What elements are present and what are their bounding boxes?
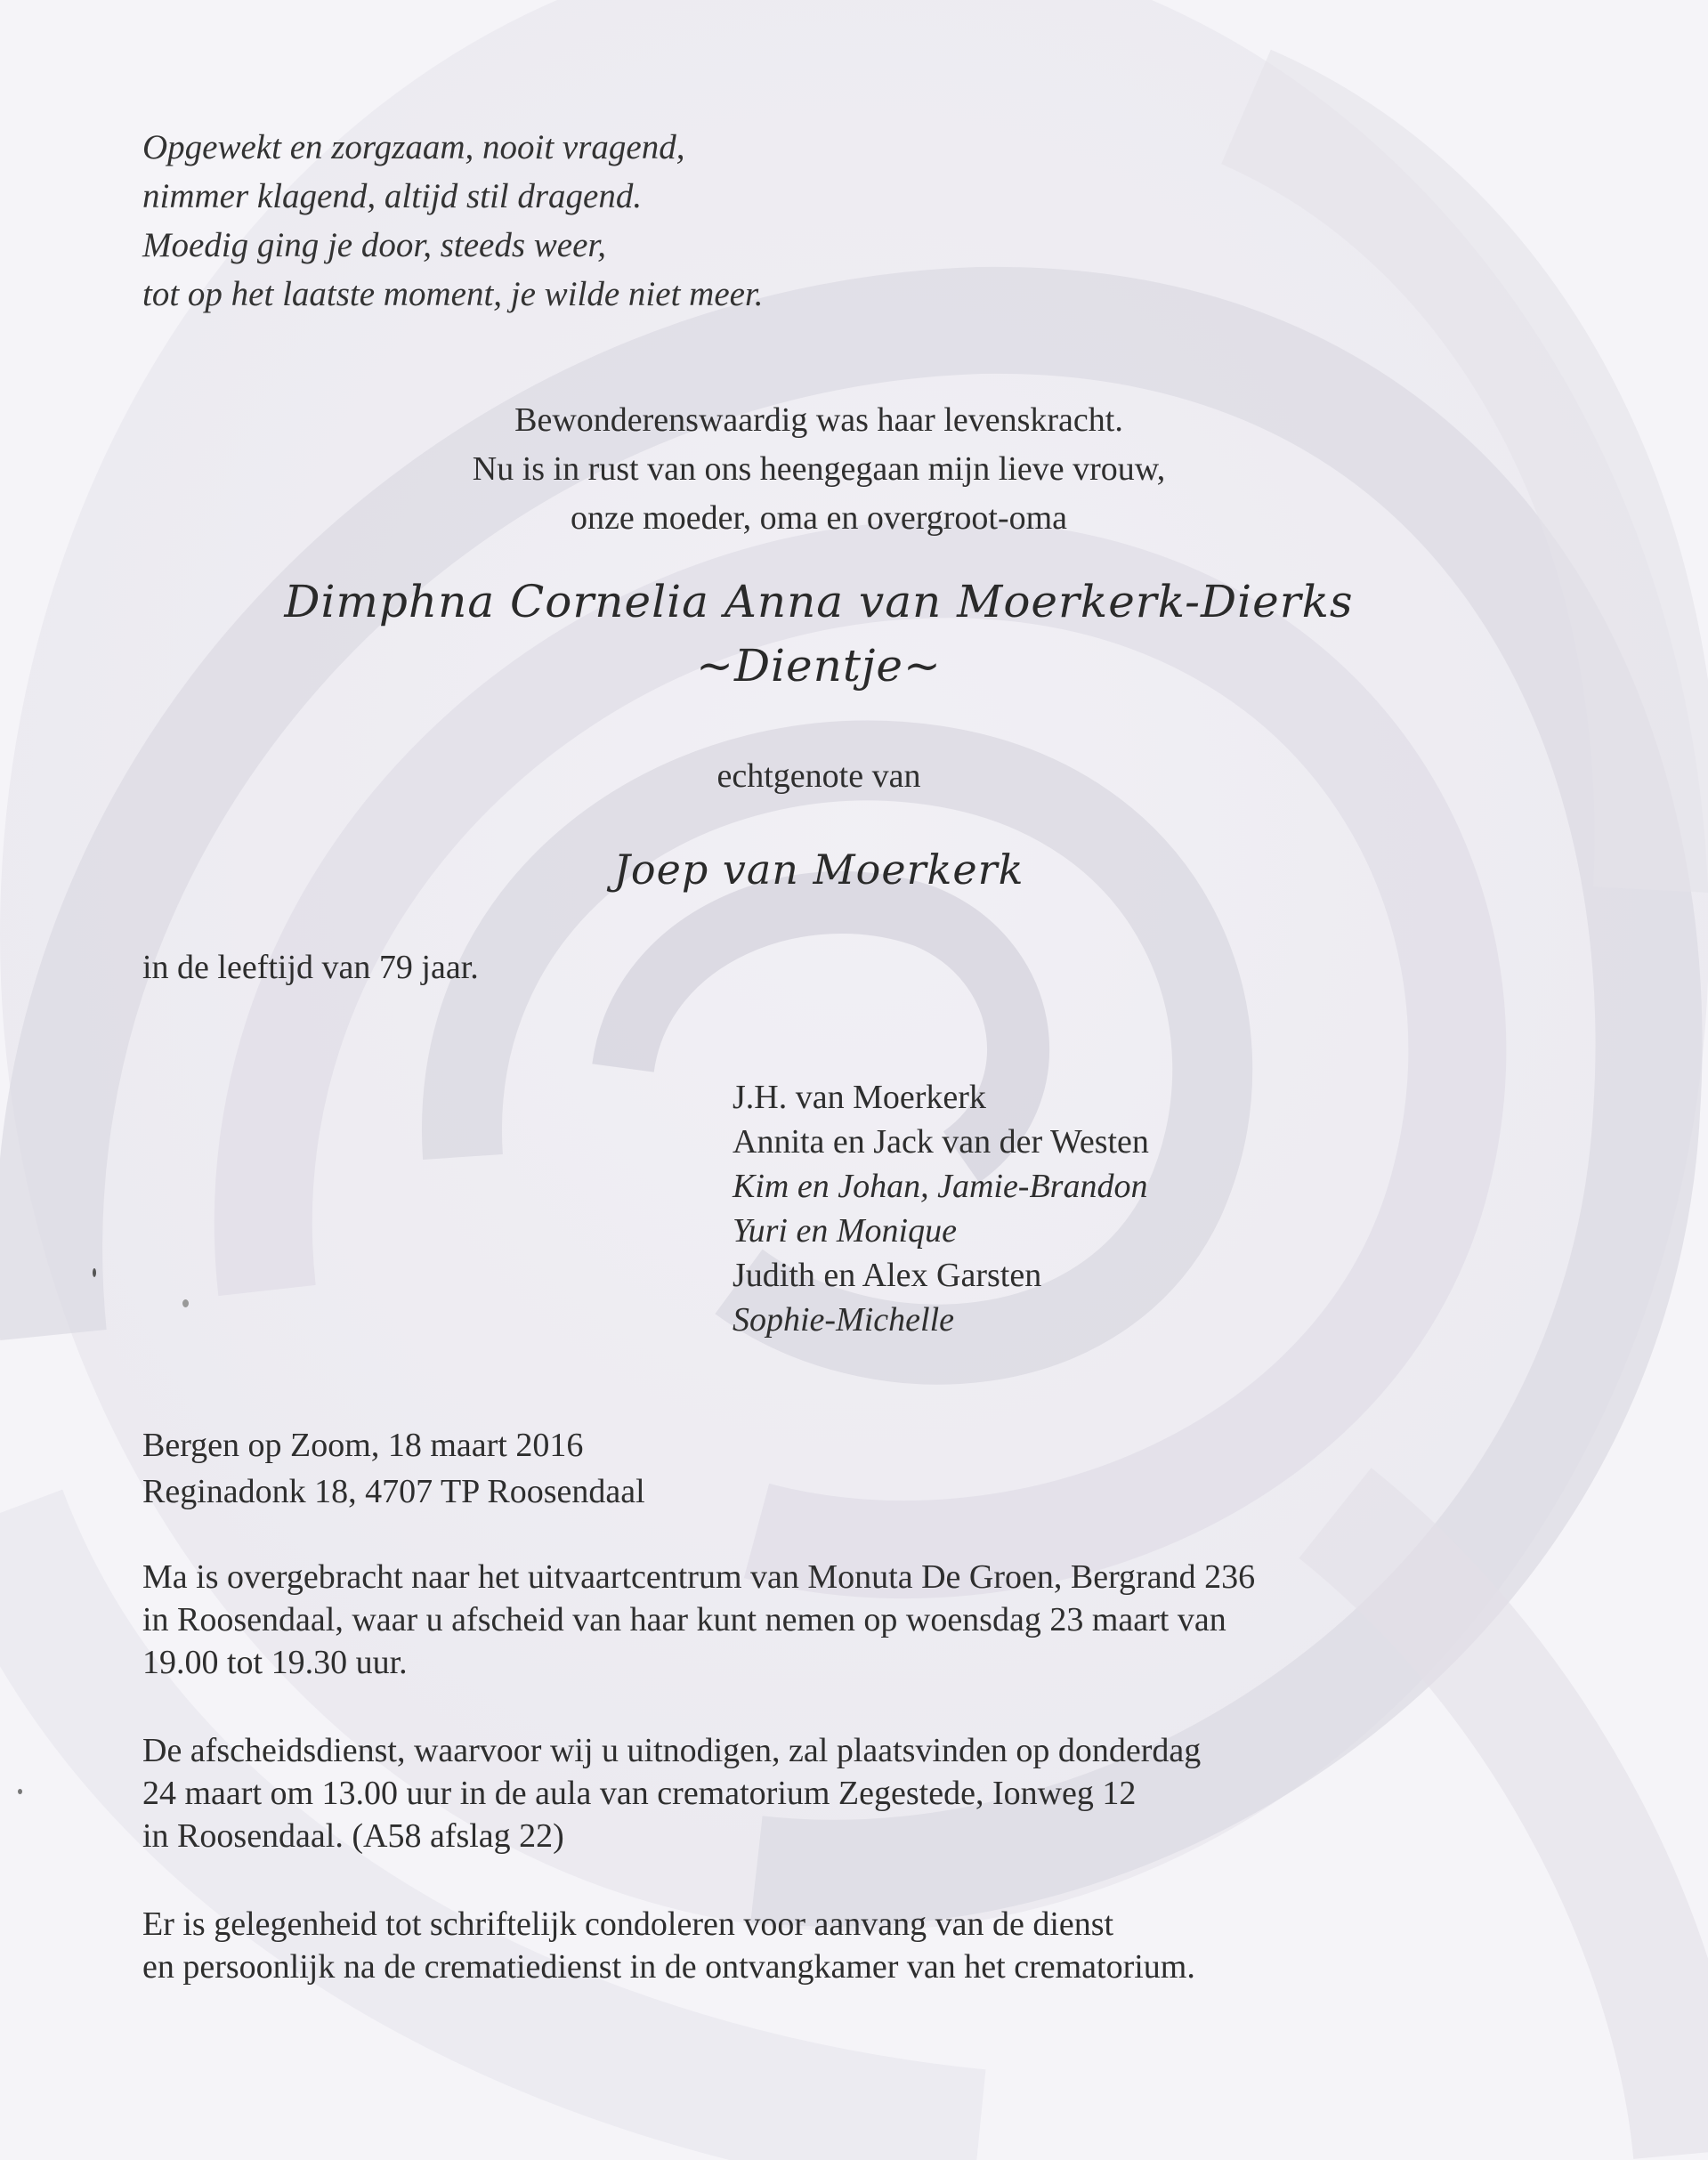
paper-speck [93,1268,96,1277]
deceased-name-block [0,570,1638,698]
paragraph-line: en persoonlijk na de crematiedienst in de ontvangkamer van het crematorium. [142,1948,1195,1986]
place-date-address [142,1422,645,1515]
family-member: Yuri en Monique [733,1212,957,1250]
family-list [733,1075,1149,1342]
address-line: Reginadonk 18, 4707 TP Roosendaal [142,1473,645,1510]
family-member: Sophie-Michelle [733,1301,955,1339]
place-date-line: Bergen op Zoom, 18 maart 2016 [142,1427,584,1464]
paragraph-line: 24 maart om 13.00 uur in de aula van crematorium Zegestede, Ionweg 12 [142,1775,1137,1812]
family-member: Kim en Johan, Jamie-Brandon [733,1168,1148,1205]
age-statement: in de leeftijd van 79 jaar. [142,949,479,986]
poem-line: tot op het laatste moment, je wilde niet meer. [142,275,764,313]
viewing-paragraph [142,1556,1442,1684]
paragraph-line: 19.00 tot 19.30 uur. [142,1644,408,1681]
service-paragraph [142,1729,1442,1857]
intro-line: Nu is in rust van ons heengegaan mijn lieve vrouw, [472,450,1166,488]
intro-line: Bewonderenswaardig was haar levenskracht. [514,401,1123,439]
poem-line: nimmer klagend, altijd stil dragend. [142,177,643,215]
deceased-nickname: ~Dientje~ [696,640,942,692]
paragraph-line: in Roosendaal. (A58 afslag 22) [142,1817,564,1855]
paper-speck [182,1299,189,1307]
family-member: Annita en Jack van der Westen [733,1123,1149,1161]
condolence-paragraph [142,1903,1442,1988]
paper-speck [18,1789,22,1794]
poem-line: Moedig ging je door, steeds weer, [142,226,607,264]
intro-line: onze moeder, oma en overgroot-oma [570,499,1068,537]
paragraph-line: De afscheidsdienst, waarvoor wij u uitnodigen, zal plaatsvinden op donderdag [142,1732,1202,1769]
spouse-name: Joep van Moerkerk [613,845,1024,894]
poem-line: Opgewekt en zorgzaam, nooit vragend, [142,128,685,166]
paragraph-line: Ma is overgebracht naar het uitvaartcentrum van Monuta De Groen, Bergrand 236 [142,1558,1256,1596]
opening-poem [142,123,764,319]
spouse-label: echtgenote van [716,757,921,795]
family-member: Judith en Alex Garsten [733,1257,1042,1294]
paragraph-line: in Roosendaal, waar u afscheid van haar kunt nemen op woensdag 23 maart van [142,1601,1226,1638]
paragraph-line: Er is gelegenheid tot schriftelijk condoleren voor aanvang van de dienst [142,1905,1114,1943]
announcement-intro [0,396,1638,543]
deceased-full-name: Dimphna Cornelia Anna van Moerkerk-Dierks [284,576,1354,627]
family-member: J.H. van Moerkerk [733,1079,986,1116]
